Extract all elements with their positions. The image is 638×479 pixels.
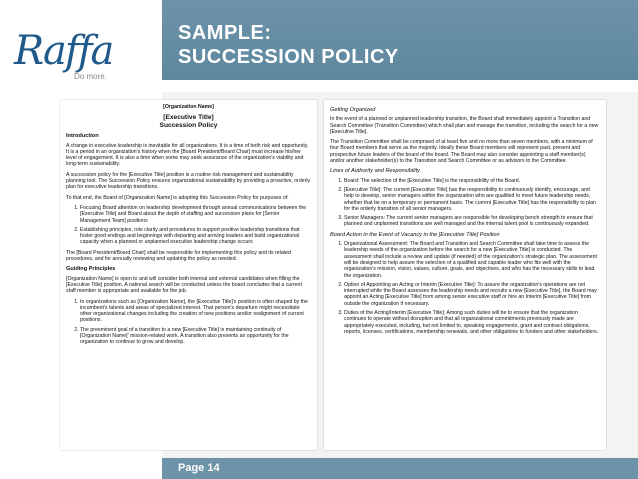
purposes-list [66,205,311,246]
list-item: 3. Senior Managers: The current senior managers are responsible for developing bench strength to ensure that planned and unplanned transitions are well managed and the internal talent pool is continuously expanded. [344,215,600,228]
logo-script: Raffa [14,28,113,74]
logo-tagline: Do more. [74,72,107,81]
raffa-logo [8,18,138,88]
intro-paragraph-1: A change in executive leadership is inevitable for all organizations. It is a time of both risk and opportunity. It is a period in an organization's history when the [Board President/Board Chair] must increase his/her level of engagement. It is also a time when some may seek assurance of the organization's viability and long-term sustainability. [66,142,309,168]
list-item: 1. Organizational Assessment: The Board and Transition and Search Committee shall take time to assess the leadership needs of the organization before the search for a new [Executive Title] is conducted. The assessment shall include a review and update (if needed) of the organization's strategic plan. The assessment will be designed to help assure the selection of a qualified and capable leader who fits well with the organization's mission, vision, values, culture, goals, and objectives, and who has the necessary skills to lead the organization. [344,241,600,279]
right-paragraph-1: In the event of a planned or unplanned leadership transition, the Board shall immediately appoint a Transition and Search Committee (Transition Committee) which shall plan and manage the transition, including the search for a new [Executive Title]. [330,116,599,135]
list-item: 2. Establishing principles, role clarity and procedures to support positive leadership transitions that foster good endings and beginnings with departing and arriving leaders and build organizational capacity when a planned or unplanned executive leadership change occurs [80,227,311,246]
document-page-right [324,100,606,450]
authority-list [330,178,600,228]
document-page-left [60,100,317,450]
doc-title-2: Succession Policy [159,122,218,130]
guiding-paragraph-1: [Organization Name] is open to and will consider both internal and external candidates when filling the [Executive Title] position. A national search will be conducted unless the board concludes that a current staff member is appropriate and available for the job. [66,275,302,295]
board-action-heading: Board Action in the Event of Vacancy in the [Executive Title] Position [330,231,500,238]
guiding-heading: Guiding Principles [66,266,116,273]
org-name: [Organization Name] [163,104,214,110]
list-item: 3. Duties of the Acting/Interim [Executive Title]: Among such duties will be to ensure that the organization continues to operate without disruption and that all organizational commitments previously made are appropriately executed, including, but not limited to, speaking engagements, grant and contract obligations, reports, licenses, certifications, membership renewals, and other obligations to funders and other stakeholders. [344,310,600,335]
list-item: 1. In organizations such as [Organization Name], the [Executive Title]'s position is often shaped by the incumbent's talents and areas of specialized interest. That person's departure might necessitate other organizational changes including the creation of new positions and/or realignment of current positions. [80,299,311,324]
right-paragraph-2: The Transition Committee shall be comprised of at least five and no more than seven members, with a minimum of four Board members that serve as the majority. Ideally these Board members will represent past, present and prospective future leaders of the board of the board. The Board may also consider appointing a staff member(s) and/or another stakeholder(s) to the Transition and Search Committee or as advisors to the Committee. [330,139,593,165]
intro-paragraph-3: To that end, the Board of [Organization Name] is adopting this Succession Policy for purposes of: [66,194,289,201]
footer-bar [162,458,638,479]
action-list [330,241,600,335]
authority-heading: Lines of Authority and Responsibility [330,168,420,175]
list-item: 2. Option of Appointing an Acting or Interim [Executive Title]: To assure the organization's operations are not interrupted while the Board assesses the leadership needs and recruits a new [Executive Title], the Board may appoint an Acting [Executive Title] from among senior executive staff or hire an Interim [Executive Title] from outside the organization if necessary. [344,282,600,307]
doc-title-1: [Executive Title] [163,114,214,122]
list-item: 2. [Executive Title]: The current [Executive Title] has the responsibility to continuously identify, encourage, and help to develop, senior managers within the organization who are qualified to meet future leadership needs, whether that be on a temporary or permanent basis. The current [Executive Title] has the responsibility to plan for the orderly transition of all senior managers. [344,187,600,212]
getting-organized-heading: Getting Organized [330,107,376,113]
list-item: 1. Board: The selection of the [Executive Title] is the responsibility of the Board. [344,178,600,184]
slide-title-line1: SAMPLE: [178,22,272,44]
intro-paragraph-2: A succession policy for the [Executive Title] position is a routine risk management and sustainability planning tool. The Succession Policy ensures organizational sustainability by providing a proactive, orderly plan for executive leadership transitions. [66,171,311,191]
intro-heading: Introduction [66,133,99,140]
intro-paragraph-4: The [Board President/Board Chair] shall be responsible for implementing this policy and its related procedures, and for annually reviewing and updating the policy as needed. [66,249,291,263]
list-item: 2. The preeminent goal of a transition to a new [Executive Title] is maintaining continuity of [Organization Name]' mission-related work. A transition also presents an opportunity for the organization to continue to grow and develop. [80,327,311,346]
list-item: 1. Focusing Board attention on leadership development through annual communications between the [Executive Title] and Board about the depth of staffing and succession plans for [Senior Management Team] positions [80,205,311,224]
page-number: Page 14 [178,462,220,474]
slide-title-line2: SUCCESSION POLICY [178,46,399,68]
guiding-list [66,299,311,346]
